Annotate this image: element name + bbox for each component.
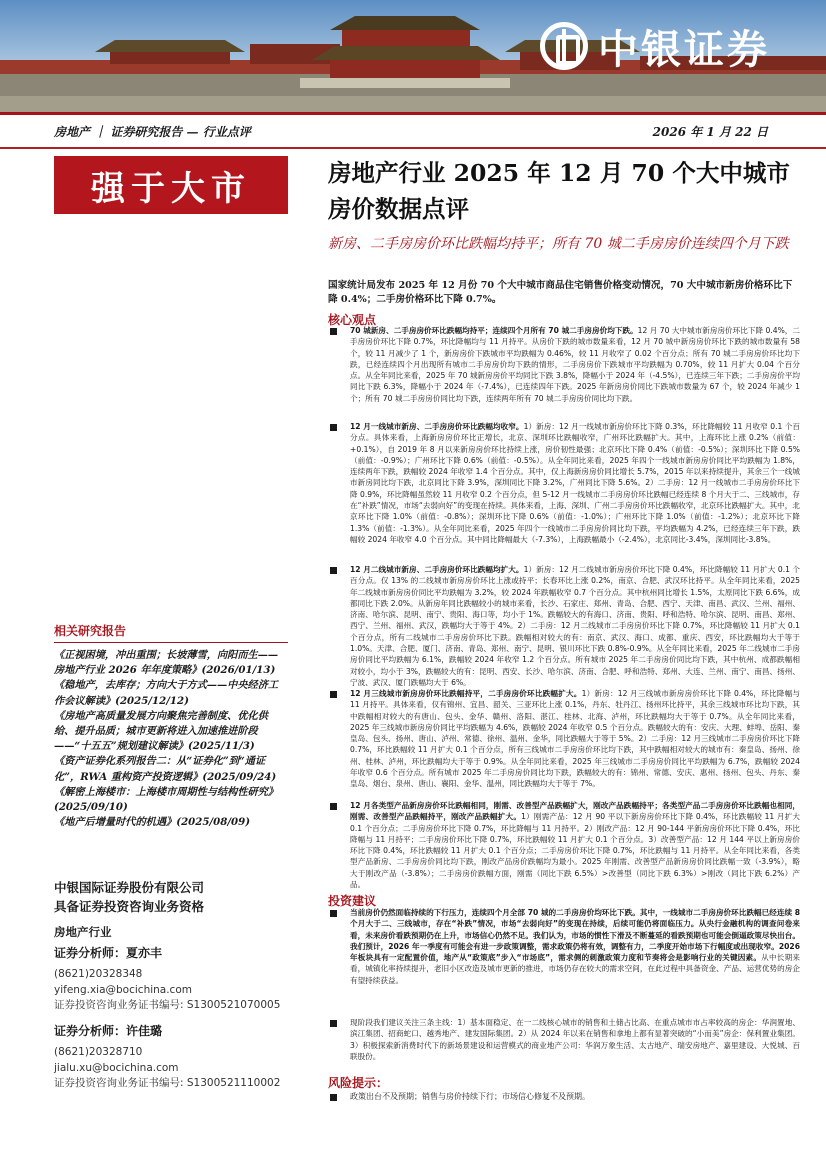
core-point: 12 月一线城市新房、二手房房价环比跌幅均收窄。1）新房：12 月一线城市新房价环比下降 0.3%，环比降幅较 11 月收窄 0.1 个百分点。具体来看，上海新房房价环比正增长，北京、深圳环比跌幅收窄，广州环比跌幅扩大。其中，上海环比上涨 0.2%（前值：+0.1%），自 2019 年 8 月以来新房房价环比持续上涨，房价韧性最强；北京环比下降 0.4%（前值：-0.5%）；深圳环比下降 0.5%（前值：-0.9%）；广州环比下降 0.6%（前值：-0.5%）。从全年同比来看，2025 年四个一线城市新房房价同比平均跌幅为 1.8%，连续两年下跌，跌幅较 2024 年收窄 1.4 个百分点。其中，仅上海新房房价同比增长 5.7%，2015 年以来持续提升，其余三个一线城市新房同比均下跌，北京同比下降 3.9%，深圳同比下降 3.2%，广州同比下降 5.6%。2）二手房：12 月一线城市二手房房价环比下降 0.9%，环比降幅虽然较 11 月收窄 0.2 个百分点，但 5-12 月一线城市二手房房价环比跌幅已经连续 8 个月大于二、三线城市，存在“补跌”情况，市场“去弱向好”的变现在持续。具体来看，上海、深圳、广州二手房房价环比跌幅收窄，北京环比跌幅扩大。其中，北京环比下降 1.0%（前值：-0.8%）；深圳环比下降 0.6%（前值：-1.0%）；广州环比下降 1.0%（前值：-1.2%）；北京环比下降 1.3%（前值：-1.3%）。从全年同比来看，2025 年四个一线城市二手房房价同比均下跌，平均跌幅为 4.2%，已经连续三年下跌，跌幅较 2024 年收窄 4.0 个百分点。其中同比降幅最大（-7.3%），上海跌幅最小（-2.4%），北京同比-3.4%，深圳同比-3.8%。: [330, 421, 800, 545]
related-report-item[interactable]: 《正视困境，冲出重围；长坡薄雪，向阳而生——房地产行业 2026 年年度策略》(2026/01/13): [54, 649, 279, 677]
sector-label: 房地产行业: [54, 925, 112, 939]
related-report-item[interactable]: 《地产后增量时代的机遇》(2025/08/09): [54, 816, 251, 829]
brand-name: 中银证券: [598, 26, 770, 73]
related-heading: 相关研究报告: [54, 622, 288, 643]
investment-heading: 投资建议: [328, 894, 377, 908]
bullet-icon: [330, 910, 337, 917]
investment-point: 当前房价仍然面临持续的下行压力，连续四个月全部 70 城的二手房房价均环比下跌。其中，一线城市二手房房价环比跌幅已经连续 8 个月大于二、三线城市，存在“补跌”情况，市场“去弱向好”的变现在持续，后续可能仍将面临压力。从央行金融机构的调查问卷来看，未来房价看跌预期仍在上升，市场信心仍然不足。我们认为，市场的惯性下滑及不断蔓延的看跌预期也可能会倒逼政策尽快出台。我们预计，2026 年一季度有可能会有进一步政策调整，需求政策仍将有效，调整有力，二季度开始市场下行幅度或出现收窄。2026 年板块具有一定配置价值，地产从“政策底”步入“市场底”，需求侧的刺激政策力度和节奏将会是影响行业的关键因素。从中长期来看，城镇化率持续提升，老旧小区改造及城市更新的推进，市场仍存在较大的需求空间，在此过程中具备资金、产品、运营优势的房企有望持续获益。: [330, 907, 800, 986]
analyst-phone: (8621)20328348: [54, 968, 143, 980]
firm-name: 中银国际证券股份有限公司: [54, 880, 205, 895]
analyst-email[interactable]: yifeng.xia@bocichina.com: [54, 983, 192, 996]
report-date: 2026 年 1 月 22 日: [652, 125, 768, 139]
bullet-icon: [330, 691, 337, 698]
analyst-name: 证券分析师：夏亦丰: [54, 946, 163, 960]
bullet-icon: [330, 803, 337, 810]
bank-logo-icon: [540, 22, 588, 70]
core-point: 12 月二线城市新房、二手房房价环比跌幅均扩大。1）新房：12 月二线城市新房房价环比下降 0.4%，环比降幅较 11 月扩大 0.1 个百分点。仅 13% 的二线城市新房房价环比上涨或持平；长春环比上涨 0.2%，南京、合肥、武汉环比持平。从全年同比来看，2025 年二线城市新房房价同比平均跌幅为 3.2%，较 2024 年跌幅收窄 0.7 个百分点。其中杭州同比增长 1.5%，太原同比下跌 6.6%，成都同比下跌 2.0%。从新房年同比跌幅较小的城市来看，长沙、石家庄、郑州、青岛、合肥、西宁、天津、南昌、武汉、兰州、福州、济南、哈尔滨、昆明、南宁、贵阳、海口等，均小于 1%。跌幅较大的有海口、济南、贵阳、呼和浩特、哈尔滨、昆明、南昌、郑州、西宁、兰州、福州、武汉，跌幅均大于等于 4%。2）二手房：12 月二线城市二手房房价环比下降 0.7%，环比降幅较 11 月扩大 0.1 个百分点，所有二线城市二手房房价环比下跌。跌幅相对较大的有：南京、武汉、海口、成都、重庆、西安，环比跌幅均大于等于 1.0%。天津、合肥、厦门、济南、青岛、郑州、南宁、昆明、银川环比下跌 0.8%-0.9%。从全年同比来看，2025 年二线城市二手房房价同比平均跌幅为 6.1%，跌幅较 2024 年收窄 1.2 个百分点。所有城市 2025 年二手房房价同比均下跌，其中杭州、成都跌幅相对较小，均小于 3%，跌幅较大的有：昆明、西安、长沙、哈尔滨、济南、合肥、呼和浩特、郑州、大连、兰州、南宁、南昌、扬州、宁波、武汉、厦门跌幅均大于 6%。: [330, 564, 800, 688]
bullet-icon: [330, 567, 337, 574]
investment-point: 现阶段我们建议关注三条主线：1）基本面稳定、在一二线核心城市的销售和土储占比高、在重点城市市占率较高的房企：华润置地、滨江集团、招商蛇口、越秀地产、建发国际集团。2）从 2024 年以来在销售和拿地上都有显著突破的“小而美”房企：保利置业集团。3）积极探索新消费时代下的新场景建设和运营模式的商业地产公司：华润万象生活、太古地产、瑞安房地产、嘉里建设、大悦城、百联股份。: [330, 1017, 800, 1062]
risk-heading: 风险提示：: [328, 1076, 389, 1090]
related-report-item[interactable]: 《解密上海楼市：上海楼市周期性与结构性研究》(2025/09/10): [54, 785, 279, 814]
related-reports: [54, 622, 288, 830]
analyst-cert: 证券投资咨询业务证书编号: S1300521110002: [54, 1077, 281, 1089]
rating-badge: 强于大市: [54, 156, 288, 214]
related-report-item[interactable]: 《资产证券化系列报告二：从“证券化”到“通证化”，RWA 重构资产投资逻辑》(2025/09/24): [54, 755, 277, 783]
analyst-name: 证券分析师：许佳璐: [54, 1024, 163, 1038]
core-heading: 核心观点: [328, 313, 377, 327]
bullet-icon: [330, 1020, 337, 1027]
brand-logo: [540, 18, 810, 74]
report-intro: 国家统计局发布 2025 年 12 月份 70 个大中城市商品住宅销售价格变动情况，70 大中城市新房价格环比下降 0.4%；二手房价格环比下降 0.7%。: [328, 280, 793, 305]
analyst-email[interactable]: jialu.xu@bocichina.com: [54, 1061, 179, 1074]
analyst-1: [54, 944, 288, 1014]
bullet-icon: [330, 328, 337, 335]
related-report-item[interactable]: 《稳地产，去库存；方向大于方式——中央经济工作会议解读》(2025/12/12): [54, 679, 279, 707]
analyst-cert: 证券投资咨询业务证书编号: S1300521070005: [54, 999, 281, 1011]
firm-qualification: 具备证券投资咨询业务资格: [54, 899, 205, 914]
header-banner: [0, 0, 826, 112]
report-title: 房地产行业 2025 年 12 月 70 个大中城市房价数据点评: [328, 159, 790, 223]
related-list: [54, 648, 288, 830]
header-strip: [0, 112, 826, 146]
related-report-item[interactable]: 《房地产高质量发展方向聚焦完善制度、优化供给、提升品质；城市更新将进入加速推进阶段——“十五五”规划建议解读》(2025/11/3): [54, 709, 268, 753]
bullet-icon: [330, 1094, 337, 1101]
core-point: 12 月三线城市新房房价环比跌幅持平，二手房房价环比跌幅扩大。1）新房：12 月三线城市新房房价环比下降 0.4%，环比降幅与 11 月持平。具体来看，仅有锦州、宜昌、韶关、三亚环比上涨 0.1%，丹东、牡丹江、扬州环比持平，其余三线城市环比均下跌，其中跌幅相对较大的有唐山、包头、金华、赣州、洛阳、湛江、桂林、北海、泸州，环比跌幅均大于等于 0.7%。从全年同比来看，2025 年三线城市新房房价同比平均跌幅为 4.6%，跌幅较 2024 年收窄 0.5 个百分点。跌幅较大的有：安庆、大理、蚌埠、岳阳、秦皇岛、包头、扬州、唐山、泸州、常德、徐州、温州、金华，同比跌幅大于等于 5%。2）二手房：12 月三线城市二手房房价环比下降 0.7%，环比跌幅较 11 月扩大 0.1 个百分点，所有三线城市二手房房价环比均下跌，其中跌幅相对较大的城市有：秦皇岛、扬州、徐州、桂林、泸州，环比跌幅均大于等于 0.9%。从全年同比来看，2025 年三线城市二手房房价同比平均跌幅为 6.7%，跌幅较 2024 年收窄 0.6 个百分点。所有城市 2025 年二手房房价同比均下跌，跌幅较大的有：锦州、常德、安庆、惠州、扬州、包头、丹东、秦皇岛、烟台、泉州、唐山、襄阳、金华、温州，同比跌幅均大于等于 7%。: [330, 688, 800, 790]
core-point: 12 月各类型产品新房房价环比跌幅相同，刚需、改善型产品跌幅扩大，刚改产品跌幅持平；各类型产品二手房房价环比跌幅也相同，刚需、改善型产品跌幅持平，刚改产品跌幅扩大。1）刚需产品：12 月 90 平以下新房房价环比下降 0.4%，环比跌幅较 11 月扩大 0.1 个百分点；二手房房价环比下降 0.7%，环比降幅与 11 月持平。2）刚改产品：12 月 90-144 平新房房价环比下降 0.4%，环比降幅与 11 月持平；二手房房价环比下降 0.7%，环比跌幅较 11 月扩大 0.1 个百分点。3）改善型产品：12 月 144 平以上新房房价环比下降 0.4%，环比跌幅较 11 月扩大 0.1 个百分点；二手房房价环比下降 0.7%，环比跌幅与 11 月持平。从全年同比来看，各类型产品新房、二手房房价同比均下跌，刚改产品房价跌幅均为最小。2025 年刚需、改善型产品新房房价同比跌幅一致（-3.9%），略大于刚改产品（-3.8%）；二手房房价跌幅方面，刚需（同比下跌 6.5%）>改善型（同比下跌 6.3%）>刚改（同比下跌 6.2%）产品。: [330, 800, 800, 890]
report-subtitle: 新房、二手房房价环比跌幅均持平；所有 70 城二手房房价连续四个月下跌: [328, 236, 789, 252]
analyst-2: [54, 1022, 288, 1092]
breadcrumb: 房地产 ｜ 证券研究报告 — 行业点评: [54, 125, 251, 139]
firm-block: [54, 878, 288, 940]
analyst-phone: (8621)20328710: [54, 1046, 143, 1058]
risk-point: [330, 1091, 800, 1102]
divider: [0, 147, 826, 149]
bullet-icon: [330, 424, 337, 431]
risk-text: 政策出台不及预期；销售与房价持续下行；市场信心修复不及预期。: [350, 1092, 590, 1101]
core-point: 70 城新房、二手房房价环比跌幅均持平；连续四个月所有 70 城二手房房价均下跌。12 月 70 大中城市新房房价环比下降 0.4%，二手房房价环比下降 0.7%，环比降幅均与 11 月持平。从房价下跌的城市数量来看，12 月 70 城中新房房价环比下跌的城市数量有 58 个，较 11 月减少了 1 个，新房房价下跌城市平均跌幅为 0.46%，较 11 月收窄了 0.02 个百分点；所有 70 城二手房房价环比均下跌，已经连续四个月出现所有城市二手房房价均下跌的情形，二手房房价下跌城市平均跌幅为 0.70%，较 11 月扩大 0.04 个百分点。从全年同比来看，2025 年 70 城新房房价平均同比下跌 3.8%，降幅小于 2024 年（-4.5%），已连续三年下跌；二手房房价平均同比下跌 6.3%，降幅小于 2024 年（-7.4%），已连续四年下跌。2025 年新房房价同比下跌城市数量为 67 个，较 2024 年减少 1 个；所有 70 城二手房房价同比均下跌，连续两年所有 70 城二手房房价同比均下跌。: [330, 325, 800, 404]
